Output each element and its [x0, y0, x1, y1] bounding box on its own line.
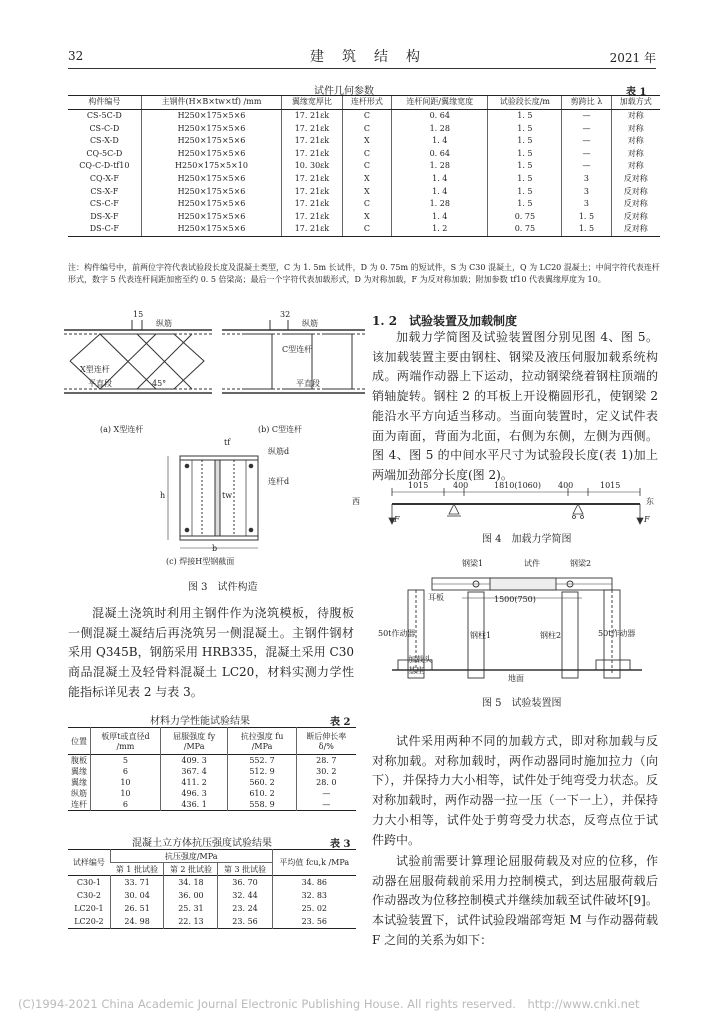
- table1-cell: 17. 21εk: [282, 110, 342, 123]
- table2-header-cell: 板厚t或直径d /mm: [91, 728, 161, 755]
- fig3b-link-label: C型连杆: [282, 345, 313, 354]
- table2-cell: 翼缘: [71, 778, 87, 787]
- table1-row: [68, 211, 660, 224]
- page-number: 32: [68, 49, 84, 63]
- table2-header-cell: 位置: [71, 736, 87, 746]
- table3-col-group: 抗压强度/MPa: [110, 850, 272, 863]
- fig3c-h-label: h: [160, 491, 166, 500]
- table1-cell: 反对称: [611, 223, 660, 236]
- fig3a-angle-label: 45°: [152, 379, 167, 388]
- figure5-caption: 图 5 试验装置图: [482, 698, 562, 709]
- table3-cell: 23. 56: [218, 915, 272, 929]
- fig4-dim-1: 1015: [408, 481, 429, 490]
- table1-cell: 对称: [611, 123, 660, 136]
- table1-cell: 17. 21εk: [282, 148, 342, 161]
- table1-cell: 17. 21εk: [282, 211, 342, 224]
- table1-cell: 1. 5: [488, 186, 562, 199]
- table1-cell: 17. 21εk: [282, 223, 342, 236]
- table1-cell: 1. 5: [488, 110, 562, 123]
- fig5-span: 1500(750): [494, 595, 536, 604]
- journal-title: 建 筑 结 构: [310, 49, 422, 65]
- fig3c-tw-label: tw: [222, 491, 233, 500]
- table1-cell: CS-C-F: [89, 199, 119, 209]
- table1-cell: C: [342, 223, 392, 236]
- table1-row: [68, 160, 660, 173]
- figure3-caption: 图 3 试件构造: [188, 582, 258, 593]
- fig5-ground: 地面: [508, 674, 524, 683]
- table1-cell: —: [562, 135, 611, 148]
- table1-cell: 对称: [611, 148, 660, 161]
- table1-cell: 17. 21εk: [282, 186, 342, 199]
- fig3a-link-label: X型连杆: [80, 365, 110, 374]
- table2-cell: 28. 7: [296, 755, 356, 767]
- table2-cell: 409. 3: [160, 755, 228, 767]
- fig5-specimen: 试件: [524, 559, 540, 568]
- table1-cell: 1. 5: [488, 198, 562, 211]
- table3-cell: 24. 98: [110, 915, 164, 929]
- table2-label: 表 2: [330, 717, 351, 728]
- table1-cell: 反对称: [611, 211, 660, 224]
- table3-cell: 36. 00: [164, 889, 218, 902]
- table2-cell: 28. 0: [296, 777, 356, 788]
- table3-cell: 34. 18: [164, 876, 218, 890]
- table2: [68, 727, 356, 811]
- figure3a-x-link: [64, 320, 212, 393]
- table1-header-cell: 构件编号: [68, 96, 141, 110]
- table1-cell: CQ-5C-D: [86, 148, 123, 158]
- table1-cell: 1. 28: [392, 198, 488, 211]
- table1-cell: 0. 75: [488, 223, 562, 236]
- table1-cell: 1. 5: [488, 135, 562, 148]
- table1-cell: CS-X-D: [89, 136, 119, 146]
- table1-note: 注：构件编号中，前两位字符代表试验段长度及混凝土类型，C 为 1. 5m 长试件，D 为 0. 75m 的短试件，S 为 C30 混凝土，Q 为 LC20 混凝土；中间字符代表连杆形式，数字 5 代表连杆间距加密至约 0. 5 倍梁高；最后一个字符代表加载形式，D 为对称加载，F 为反对称加载；附加参数 tf10 代表翼缘厚度为 10。: [68, 263, 660, 284]
- table3-row: [68, 902, 356, 915]
- table1-cell: CS-5C-D: [86, 111, 122, 120]
- table2-row: [68, 788, 356, 799]
- table1-row: [68, 173, 660, 186]
- section-heading: 1. 2 试验装置及加载制度: [372, 314, 518, 328]
- table3-cell: 26. 51: [110, 902, 164, 915]
- table2-title: 材料力学性能试验结果: [150, 716, 250, 727]
- table1-cell: H250×175×5×6: [141, 198, 282, 211]
- table1-cell: —: [562, 123, 611, 136]
- fig4-load-left: F: [394, 515, 400, 524]
- table1-cell: 反对称: [611, 186, 660, 199]
- table2-cell: 30. 2: [296, 766, 356, 777]
- table2-cell: 558. 9: [228, 799, 296, 811]
- table2-cell: 367. 4: [160, 766, 228, 777]
- table3-cell: 33. 71: [110, 876, 164, 890]
- table3-cell: 25. 02: [272, 902, 356, 915]
- table2-row: [68, 799, 356, 811]
- table1-cell: 1. 5: [562, 211, 611, 224]
- table1-row: [68, 186, 660, 199]
- table1-cell: CS-X-F: [90, 186, 119, 196]
- fig3b-dim: 32: [280, 310, 291, 319]
- table2-cell: —: [296, 788, 356, 799]
- table3-cell: 23. 56: [272, 915, 356, 929]
- table1-cell: H250×175×5×6: [141, 110, 282, 123]
- table3-row: [68, 889, 356, 902]
- table1-cell: 1. 5: [562, 223, 611, 236]
- table3-subheader-cell: 第 2 批试验: [164, 863, 218, 876]
- table1-cell: C: [342, 148, 392, 161]
- table1-cell: 17. 21εk: [282, 173, 342, 186]
- fig4-load-right: F: [644, 515, 650, 524]
- table2-header-cell: 断后伸长率 δ/%: [296, 728, 356, 755]
- table1-cell: X: [342, 173, 392, 186]
- publication-year: 2021 年: [609, 51, 656, 65]
- table1-cell: DS-X-F: [90, 211, 119, 221]
- fig3c-caption: (c) 焊接H型钢截面: [166, 557, 235, 566]
- table1-cell: 1. 4: [392, 186, 488, 199]
- table3-row: [68, 915, 356, 929]
- fig3c-tf-label: tf: [224, 438, 231, 447]
- table1-cell: CS-C-D: [89, 123, 120, 133]
- table3-cell: 32. 44: [218, 889, 272, 902]
- table3-label: 表 3: [330, 839, 351, 850]
- table1-cell: —: [562, 160, 611, 173]
- table3-subheader-cell: 第 1 批试验: [115, 864, 158, 874]
- table1-cell: DS-C-F: [68, 223, 141, 236]
- table1-cell: 17. 21εk: [282, 135, 342, 148]
- table3-title: 混凝土立方体抗压强度试验结果: [132, 838, 272, 849]
- table1-cell: C: [342, 160, 392, 173]
- table2-cell: 496. 3: [160, 788, 228, 799]
- table2-cell: 10: [91, 788, 161, 799]
- table3-subheader-cell: 第 3 批试验: [218, 863, 272, 876]
- table1-header-cell: 连杆间距/翼缘宽度: [392, 96, 488, 110]
- table1-cell: 对称: [611, 110, 660, 123]
- table1-row: [68, 223, 660, 236]
- table1-cell: H250×175×5×6: [141, 211, 282, 224]
- table2-cell: 436. 1: [160, 799, 228, 811]
- table3-cell: 23. 24: [218, 902, 272, 915]
- figure3c-h-section: [168, 456, 258, 548]
- fig4-dim-2: 400: [453, 481, 469, 490]
- table1-title: 试件几何参数: [314, 86, 374, 97]
- fig5-column1: 钢柱1: [470, 631, 492, 640]
- left-paragraph: 混凝土浇筑时利用主钢件作为浇筑模板，待腹板一侧混凝土凝结后再浇筑另一侧混凝土。主钢件钢材采用 Q345B，钢筋采用 HRB335，混凝土采用 C30 商品混凝土及轻骨料混凝土 LC20，材料实测力学性能指标详见表 2 与表 3。: [68, 606, 354, 699]
- table1-cell: H250×175×5×6: [141, 123, 282, 136]
- table1-cell: 反对称: [611, 173, 660, 186]
- fig4-east: 东: [646, 497, 654, 506]
- fig3a-dim: 15: [133, 310, 144, 319]
- table2-cell: —: [296, 799, 356, 811]
- fig4-dim-4: 400: [558, 481, 574, 490]
- table2-row: [68, 755, 356, 767]
- table1-row: [68, 135, 660, 148]
- fig5-base: 加载头: [408, 655, 432, 664]
- table2-cell: 512. 9: [228, 766, 296, 777]
- table1-row: [68, 198, 660, 211]
- table1-label: 表 1: [626, 87, 647, 98]
- table1-cell: 对称: [611, 160, 660, 173]
- table1-header-cell: 主钢件(H×B×tw×tf) /mm: [141, 96, 282, 110]
- table1-cell: H250×175×5×6: [141, 223, 282, 236]
- table1-cell: 17. 21εk: [282, 123, 342, 136]
- table1-row: [68, 123, 660, 136]
- table2-cell: 翼缘: [71, 767, 87, 776]
- table1-cell: 1. 28: [392, 123, 488, 136]
- table1-cell: 1. 5: [488, 160, 562, 173]
- table1-cell: X: [342, 211, 392, 224]
- table1-cell: —: [562, 110, 611, 123]
- table2-cell: 6: [91, 799, 161, 811]
- table2-cell: 5: [91, 755, 161, 767]
- fig3b-rebar-label: 纵筋: [302, 319, 318, 328]
- table2-cell: 6: [91, 766, 161, 777]
- right-paragraph-3: 试验前需要计算理论屈服荷载及对应的位移，作动器在屈服荷载前采用力控制模式，到达屈服荷载后作动器改为位移控制模式并继续加载至试件破坏[9]。本试验装置下，试件试验段端部弯矩 M 与作动器荷载 F 之间的关系为如下：: [372, 854, 658, 947]
- table3-col-specimen: 试样编号: [72, 858, 105, 867]
- table1-header-cell: 试验段长度/m: [488, 96, 562, 110]
- table1-row: [68, 148, 660, 161]
- fig3a-rebar-label: 纵筋: [156, 319, 172, 328]
- figure4-caption: 图 4 加载力学简图: [482, 534, 572, 545]
- fig4-west: 西: [352, 497, 360, 506]
- table1-cell: 3: [562, 186, 611, 199]
- table1-cell: 3: [562, 198, 611, 211]
- table2-cell: 560. 2: [228, 777, 296, 788]
- table2-cell: 纵筋: [71, 789, 87, 798]
- right-paragraph-2: 试件采用两种不同的加载方式，即对称加载与反对称加载。对称加载时，两作动器同时施加拉力（向下），并保持力大小相等，试件处于纯弯受力状态。反对称加载时，两作动器一拉一压（一下一上），并保持力大小相等，试件处于剪弯受力状态，反弯点位于试件跨中。: [372, 734, 658, 847]
- table1-cell: 10. 30εk: [282, 160, 342, 173]
- table3: [68, 849, 356, 929]
- table3-cell: 32. 83: [272, 889, 356, 902]
- table1-cell: 17. 21εk: [282, 198, 342, 211]
- table1: [68, 95, 660, 237]
- table1-cell: 1. 28: [392, 160, 488, 173]
- table3-cell: LC20-2: [74, 917, 104, 926]
- table2-row: [68, 766, 356, 777]
- table1-cell: H250×175×5×6: [141, 173, 282, 186]
- table3-cell: 25. 31: [164, 902, 218, 915]
- fig5-actuator-left: 50t作动器: [378, 629, 416, 638]
- table1-cell: 1. 2: [392, 223, 488, 236]
- header-rule: [68, 68, 656, 69]
- table1-cell: H250×175×5×10: [141, 160, 282, 173]
- table3-cell: 22. 13: [164, 915, 218, 929]
- table2-cell: 610. 2: [228, 788, 296, 799]
- figure3b-c-link: [222, 320, 365, 393]
- table1-cell: 1. 4: [392, 173, 488, 186]
- table3-col-avg: 平均值 fcu,k /MPa: [272, 850, 356, 876]
- table2-cell: 552. 7: [228, 755, 296, 767]
- table3-cell: C30-2: [76, 891, 101, 900]
- table3-cell: 34. 86: [272, 876, 356, 890]
- table3-row: [68, 876, 356, 890]
- fig3c-rebar-label: 纵筋d: [268, 447, 290, 456]
- table1-cell: CQ-C-D-tf10: [79, 161, 130, 171]
- table1-cell: C: [342, 198, 392, 211]
- fig3c-b-label: b: [212, 544, 218, 553]
- table1-cell: 3: [562, 173, 611, 186]
- table1-cell: 0. 64: [392, 148, 488, 161]
- table3-cell: C30-1: [76, 878, 101, 887]
- fig3b-caption: (b) C型连杆: [258, 425, 303, 434]
- fig5-beam2: 钢梁2: [570, 559, 592, 568]
- table2-cell: 411. 2: [160, 777, 228, 788]
- table3-cell: 36. 70: [218, 876, 272, 890]
- table1-cell: 0. 64: [392, 110, 488, 123]
- table1-cell: 1. 5: [488, 173, 562, 186]
- fig3c-link-label: 连杆d: [268, 477, 290, 486]
- fig4-dim-3: 1810(1060): [494, 481, 541, 490]
- fig5-lug: 耳板: [428, 593, 444, 602]
- copyright-footer: (C)1994-2021 China Academic Journal Electronic Publishing House. All rights reserved. http://www.cnki.net: [18, 997, 640, 1011]
- table1-row: [68, 110, 660, 123]
- table2-header-cell: 屈服强度 fy /MPa: [160, 728, 228, 755]
- fig5-beam1: 钢梁1: [462, 559, 484, 568]
- table1-cell: 反对称: [611, 198, 660, 211]
- table1-header-cell: 连杆形式: [342, 96, 392, 110]
- table1-header-cell: 剪跨比 λ: [562, 96, 611, 110]
- table1-cell: H250×175×5×6: [141, 148, 282, 161]
- table1-header-cell: 翼缘宽厚比: [282, 96, 342, 110]
- table1-cell: C: [342, 123, 392, 136]
- table3-cell: LC20-1: [74, 904, 104, 913]
- table1-cell: H250×175×5×6: [141, 186, 282, 199]
- table1-cell: 1. 4: [392, 211, 488, 224]
- table1-cell: C: [342, 110, 392, 123]
- table1-cell: 1. 5: [488, 123, 562, 136]
- table3-cell: 30. 04: [110, 889, 164, 902]
- fig3a-caption: (a) X型连杆: [100, 425, 144, 434]
- table1-cell: 0. 75: [488, 211, 562, 224]
- fig3b-flat-label: 平直段: [296, 379, 320, 388]
- table1-header-cell: 加载方式: [611, 96, 660, 110]
- table2-cell: 腹板: [71, 756, 87, 765]
- table1-cell: —: [562, 148, 611, 161]
- fig5-anchor: 基座: [408, 666, 424, 675]
- table1-cell: H250×175×5×6: [141, 135, 282, 148]
- table1-cell: 1. 5: [488, 148, 562, 161]
- fig3a-flat-label: 平直段: [88, 379, 112, 388]
- table1-cell: 1. 4: [392, 135, 488, 148]
- table2-cell: 连杆: [71, 800, 87, 809]
- table1-cell: CQ-X-F: [89, 173, 119, 183]
- fig4-dim-5: 1015: [600, 481, 621, 490]
- table2-cell: 10: [91, 777, 161, 788]
- table1-cell: 对称: [611, 135, 660, 148]
- table2-row: [68, 777, 356, 788]
- table1-cell: X: [342, 186, 392, 199]
- fig5-column2: 钢柱2: [540, 631, 562, 640]
- right-paragraph-1: 加载力学简图及试验装置图分别见图 4、图 5。该加载装置主要由钢柱、钢梁及液压伺服加载系统构成。两端作动器上下运动，拉动钢梁绕着钢柱顶端的销轴旋转。钢柱 2 的耳板上开设椭圆形孔，使钢梁 2 能沿水平方向适当移动。当面向装置时，定义试件表面为南面，背面为北面，右侧为东侧，左侧为西侧。图 4、图 5 的中间水平尺寸为试验段长度(表 1)加上两端加劲部分长度(图 2)。: [372, 330, 658, 482]
- table1-cell: X: [342, 135, 392, 148]
- fig5-actuator-right: 50t作动器: [598, 629, 636, 638]
- table2-header-cell: 抗拉强度 fu /MPa: [228, 728, 296, 755]
